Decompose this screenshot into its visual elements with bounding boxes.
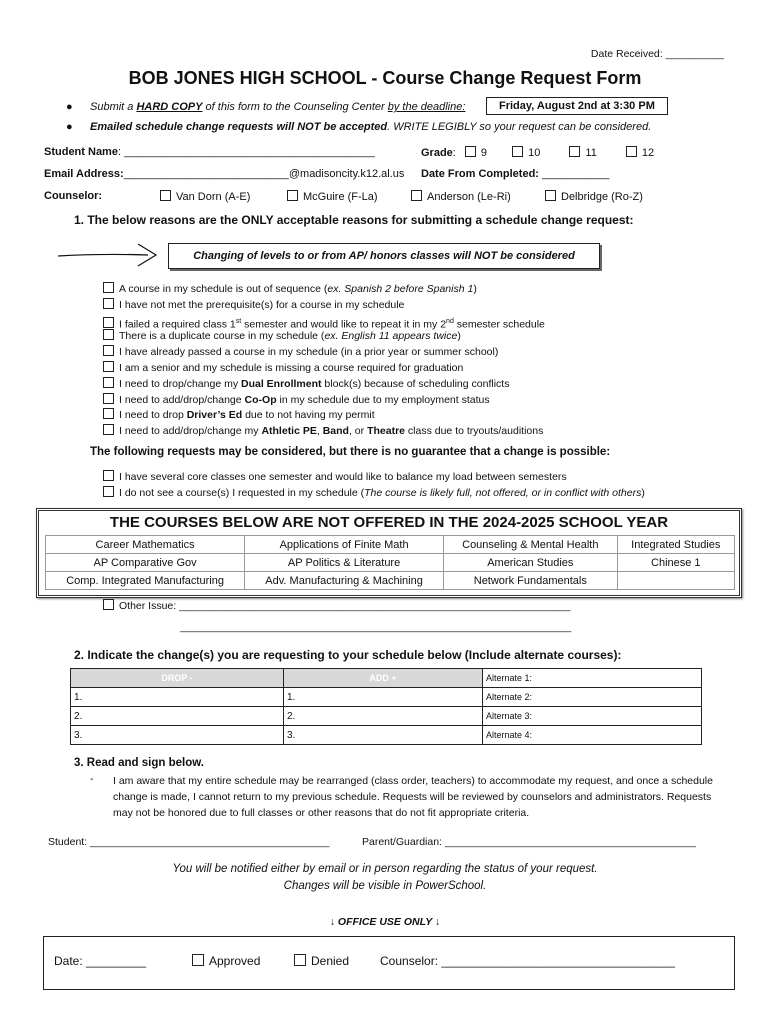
bullet-dot: ● xyxy=(66,121,73,133)
office-use-box xyxy=(43,936,735,990)
email-label: Email Address: xyxy=(44,168,124,180)
superscript: nd xyxy=(446,317,454,325)
approved-label: Approved xyxy=(209,954,261,968)
checkbox[interactable] xyxy=(465,146,476,157)
table-row xyxy=(71,669,702,688)
not-offered-table xyxy=(45,535,735,590)
add-header: ADD + xyxy=(284,669,483,688)
grade-11: 11 xyxy=(585,147,597,159)
arrow-right-icon xyxy=(56,240,166,270)
reason-item[interactable] xyxy=(103,314,545,330)
checkbox[interactable] xyxy=(103,486,114,497)
table-row xyxy=(46,572,735,590)
date-completed-field[interactable] xyxy=(421,168,609,180)
bullet-bold-text: Emailed schedule change requests will NOT be accepted xyxy=(90,121,388,133)
reason-bold: Athletic PE xyxy=(261,425,317,438)
reason-text: I need to add/drop/change xyxy=(119,393,245,406)
not-offered-heading: THE COURSES BELOW ARE NOT OFFERED IN THE 2024-2025 SCHOOL YEAR xyxy=(109,514,669,531)
drop-header: DROP - xyxy=(71,669,284,688)
checkbox[interactable] xyxy=(287,190,298,201)
reason-text: , or xyxy=(348,425,368,438)
student-name-label: Student Name xyxy=(44,146,118,158)
counselor-vandorn: Van Dorn (A-E) xyxy=(176,191,251,203)
checkbox[interactable] xyxy=(103,329,114,340)
reason-item[interactable] xyxy=(103,393,545,409)
reason-item[interactable] xyxy=(103,408,545,424)
checkbox[interactable] xyxy=(103,408,114,419)
change-request-table xyxy=(70,668,702,745)
reason-text: I have already passed a course in my schedule (in a prior year or summer school) xyxy=(119,346,499,359)
counselor-mcguire: McGuire (F-La) xyxy=(303,191,378,203)
deadline-text: by the deadline: xyxy=(387,101,466,113)
table-row xyxy=(46,536,735,554)
possible-heading: The following requests may be considered, but there is no guarantee that a change is possible: xyxy=(90,446,611,458)
page-title: BOB JONES HIGH SCHOOL - Course Change Request Form xyxy=(128,68,642,88)
add-cell[interactable]: 1. xyxy=(284,688,483,707)
checkbox[interactable] xyxy=(103,298,114,309)
reason-text: I have not met the prerequisite(s) for a course in my schedule xyxy=(119,298,405,311)
table-cell: Comp. Integrated Manufacturing xyxy=(46,572,245,590)
reason-text: I failed a required class 1 xyxy=(119,318,236,331)
counselor-delbridge: Delbridge (Ro-Z) xyxy=(561,191,643,203)
notify-line-2: Changes will be visible in PowerSchool. xyxy=(283,880,487,892)
checkbox[interactable] xyxy=(103,282,114,293)
reason-text: due to not having my permit xyxy=(242,409,375,422)
denied-label: Denied xyxy=(311,954,350,968)
reasons-list xyxy=(103,282,545,440)
deadline-box: Friday, August 2nd at 3:30 PM xyxy=(486,97,668,115)
possible-text: I do not see a course(s) I requested in my schedule ( xyxy=(119,486,365,499)
grade-option[interactable] xyxy=(465,147,487,159)
agreement-text: I am aware that my entire schedule may be rearranged (class order, teachers) to accommodate my request, and once a schedule change is made, I cannot return to my previous schedule. Requests will be reviewed by counselors and administrators. Requests may not be honored due to full classes or other reasons that do not fit appropriate criteria. xyxy=(113,775,713,819)
student-name-field[interactable] xyxy=(44,146,375,158)
reason-text: ) xyxy=(457,330,461,343)
reason-item[interactable] xyxy=(103,377,545,393)
drop-cell[interactable]: 3. xyxy=(71,726,284,745)
bullet-text: of this form to the Counseling Center xyxy=(202,101,388,113)
reason-text: , xyxy=(316,425,323,438)
notify-line-1: You will be notified either by email or in person regarding the status of your request. xyxy=(172,863,598,875)
possible-example: The course is likely full, not offered, or in conflict with others xyxy=(364,486,642,499)
reason-item[interactable] xyxy=(103,424,545,440)
checkbox[interactable] xyxy=(545,190,556,201)
checkbox[interactable] xyxy=(103,377,114,388)
reason-text: I am a senior and my schedule is missing a course required for graduation xyxy=(119,361,464,374)
reason-text: I need to drop xyxy=(119,409,187,422)
checkbox[interactable] xyxy=(192,954,204,966)
checkbox[interactable] xyxy=(569,146,580,157)
office-counselor[interactable]: Counselor: ___________________________________ xyxy=(380,954,675,968)
reason-item[interactable] xyxy=(103,329,545,345)
reason-example: ex. Spanish 2 before Spanish 1 xyxy=(327,283,474,295)
bullet-email xyxy=(90,121,651,133)
reason-item[interactable] xyxy=(103,361,545,377)
alternate-cell[interactable]: Alternate 2: xyxy=(483,688,702,707)
reason-bold: Dual Enrollment xyxy=(241,377,322,390)
student-name-line[interactable]: : _________________________________________ xyxy=(117,146,375,158)
add-cell[interactable]: 2. xyxy=(284,707,483,726)
counselor-option[interactable] xyxy=(411,190,511,203)
grade-10: 10 xyxy=(528,147,541,159)
table-cell: Network Fundamentals xyxy=(444,572,618,590)
checkbox[interactable] xyxy=(103,345,114,356)
possible-item[interactable] xyxy=(103,470,645,486)
table-cell: AP Comparative Gov xyxy=(46,554,245,572)
checkbox[interactable] xyxy=(103,470,114,481)
checkbox[interactable] xyxy=(103,424,114,435)
table-cell: Adv. Manufacturing & Machining xyxy=(245,572,444,590)
add-cell[interactable]: 3. xyxy=(284,726,483,745)
drop-cell[interactable]: 2. xyxy=(71,707,284,726)
counselor-row xyxy=(44,190,102,202)
checkbox[interactable] xyxy=(103,361,114,372)
reason-example: ex. English 11 appears twice xyxy=(324,330,458,343)
counselor-option[interactable] xyxy=(160,190,250,203)
bullet-text: Submit a xyxy=(90,101,137,113)
alternate-cell[interactable]: Alternate 3: xyxy=(483,707,702,726)
other-issue-line[interactable]: Other Issue: ___________________________________________________________________ xyxy=(119,600,571,612)
possible-text: ) xyxy=(641,486,645,499)
other-issue-field[interactable] xyxy=(103,599,570,612)
alternate-cell[interactable]: Alternate 4: xyxy=(483,726,702,745)
reason-text: I need to add/drop/change my xyxy=(119,425,262,438)
checkbox[interactable] xyxy=(411,190,422,201)
grade-group: Grade: 9 10 11 12 xyxy=(421,147,655,159)
reason-text: There is a duplicate course in my schedule ( xyxy=(119,330,325,343)
reason-text: semester and would like to repeat it in my 2 xyxy=(241,318,447,331)
table-cell: AP Politics & Literature xyxy=(245,554,444,572)
reason-bold: Driver’s Ed xyxy=(186,409,243,422)
table-cell: Counseling & Mental Health xyxy=(444,536,618,554)
office-use-label: ↓ OFFICE USE ONLY ↓ xyxy=(329,916,441,928)
bullet-dot: ● xyxy=(66,101,73,113)
drop-cell[interactable]: 1. xyxy=(71,688,284,707)
office-date[interactable]: Date: _________ xyxy=(54,954,147,968)
reason-item[interactable] xyxy=(103,298,545,314)
email-line[interactable]: ___________________________@madisoncity.k12.al.us xyxy=(123,168,405,180)
grade-9: 9 xyxy=(480,147,488,159)
grade-label: Grade xyxy=(421,147,453,159)
reason-bold: Theatre xyxy=(367,425,405,438)
counselor-anderson: Anderson (Le-Ri) xyxy=(427,191,511,203)
reason-bold: Band xyxy=(322,425,349,438)
checkbox[interactable] xyxy=(626,146,637,157)
section3-heading: 3. Read and sign below. xyxy=(74,757,204,769)
table-cell: Chinese 1 xyxy=(617,554,734,572)
table-cell: Career Mathematics xyxy=(46,536,245,554)
grade-option[interactable] xyxy=(626,147,654,159)
section2-heading: 2. Indicate the change(s) you are requesting to your schedule below (Include alternate courses): xyxy=(74,648,622,662)
parent-signature[interactable]: Parent/Guardian: ___________________________________________ xyxy=(362,836,696,848)
bullet-text: . WRITE LEGIBLY so your request can be considered. xyxy=(387,121,652,133)
table-row xyxy=(71,688,702,707)
date-received[interactable]: Date Received: __________ xyxy=(590,48,724,60)
counselor-option[interactable] xyxy=(545,190,643,203)
reason-item[interactable] xyxy=(103,282,545,298)
reason-text: semester schedule xyxy=(453,318,545,331)
hard-copy-text: HARD COPY xyxy=(136,101,203,113)
checkbox[interactable] xyxy=(160,190,171,201)
possible-text: I have several core classes one semester and would like to balance my load between semesters xyxy=(119,471,567,483)
denied-option[interactable] xyxy=(294,954,349,968)
grade-option[interactable] xyxy=(512,147,540,159)
not-offered-box xyxy=(36,508,742,598)
alternate-cell[interactable]: Alternate 1: xyxy=(483,669,702,688)
possible-item[interactable] xyxy=(103,486,645,502)
table-row xyxy=(71,726,702,745)
reason-text: A course in my schedule is out of sequence ( xyxy=(119,283,328,295)
table-cell: American Studies xyxy=(444,554,618,572)
reason-text: ) xyxy=(473,283,477,295)
checkbox[interactable] xyxy=(103,599,114,610)
checkbox[interactable] xyxy=(103,393,114,404)
checkbox[interactable] xyxy=(103,317,114,328)
reason-bold: Co-Op xyxy=(244,393,277,406)
date-completed-line[interactable]: ___________ xyxy=(542,168,610,180)
checkbox[interactable] xyxy=(294,954,306,966)
approved-option[interactable] xyxy=(192,954,260,968)
table-row xyxy=(46,554,735,572)
dash-bullet: - xyxy=(90,773,94,785)
counselor-option[interactable] xyxy=(287,190,378,203)
bullet-submit xyxy=(90,101,465,113)
superscript: st xyxy=(235,317,242,325)
grade-option[interactable] xyxy=(569,147,596,159)
counselor-label: Counselor: xyxy=(44,190,103,202)
possible-list xyxy=(103,470,645,502)
reason-text: in my schedule due to my employment status xyxy=(276,393,490,406)
reason-text: I need to drop/change my xyxy=(119,377,241,390)
reason-text: class due to tryouts/auditions xyxy=(405,425,544,438)
grade-12: 12 xyxy=(641,147,655,159)
table-cell: Integrated Studies xyxy=(617,536,734,554)
table-row xyxy=(71,707,702,726)
date-completed-label: Date From Completed: xyxy=(421,168,539,180)
reason-item[interactable] xyxy=(103,345,545,361)
reason-text: block(s) because of scheduling conflicts xyxy=(321,377,510,390)
email-field[interactable] xyxy=(44,168,404,180)
table-cell: Applications of Finite Math xyxy=(245,536,444,554)
other-issue-line2[interactable]: ___________________________________________________________________ xyxy=(180,621,572,633)
section1-heading: 1. The below reasons are the ONLY acceptable reasons for submitting a schedule change request: xyxy=(74,213,634,227)
student-signature[interactable]: Student: _________________________________________ xyxy=(48,836,330,848)
table-cell xyxy=(617,572,734,590)
callout-box: Changing of levels to or from AP/ honors classes will NOT be considered xyxy=(168,243,600,269)
checkbox[interactable] xyxy=(512,146,523,157)
